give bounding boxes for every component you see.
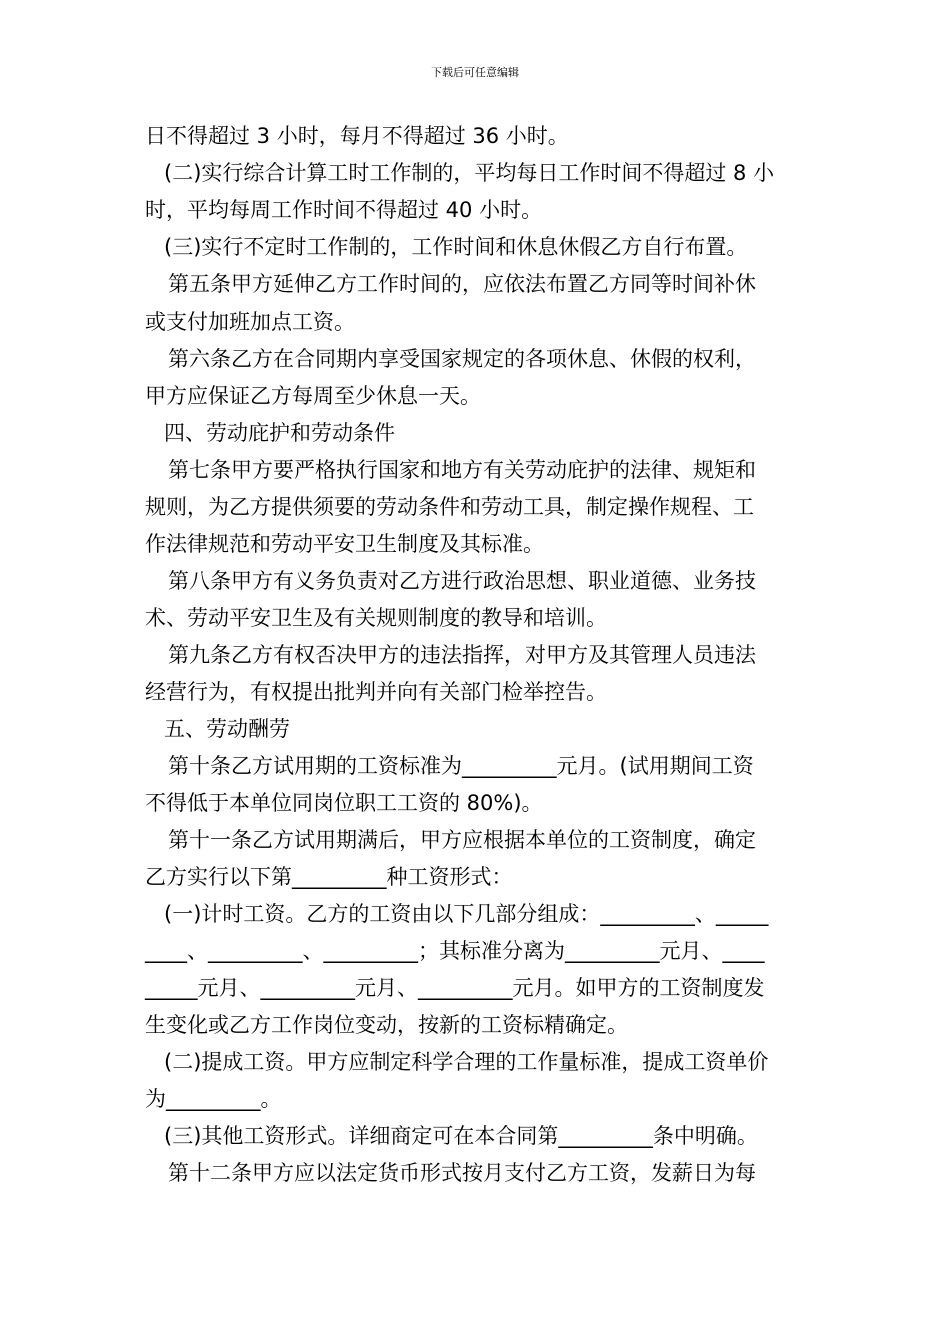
- text-line: _____元月、_________元月、_________元月。如甲方的工资制度发: [145, 976, 765, 1000]
- text-line: 经营行为，有权提出批判并向有关部门检举控告。: [145, 680, 607, 704]
- text-line: 第七条甲方要严格执行国家和地方有关劳动庇护的法律、规矩和: [168, 458, 756, 482]
- text-line: 第十二条甲方应以法定货币形式按月支付乙方工资，发薪日为每: [168, 1161, 756, 1185]
- text-line: 乙方实行以下第_________种工资形式：: [145, 865, 513, 889]
- text-line: 为_________。: [145, 1087, 282, 1111]
- text-line: 术、劳动平安卫生及有关规则制度的教导和培训。: [145, 606, 607, 630]
- text-line: (三)其他工资形式。详细商定可在本合同第_________条中明确。: [164, 1124, 758, 1148]
- text-line: 第八条甲方有义务负责对乙方进行政治思想、职业道德、业务技: [168, 569, 756, 593]
- text-line: 时，平均每周工作时间不得超过 40 小时。: [145, 198, 543, 222]
- text-line: (二)提成工资。甲方应制定科学合理的工作量标准，提成工资单价: [164, 1050, 769, 1074]
- text-line: 第五条甲方延伸乙方工作时间的，应依法布置乙方同等时间补休: [168, 272, 756, 296]
- text-line: 或支付加班加点工资。: [145, 310, 355, 334]
- text-line: 日不得超过 3 小时，每月不得超过 36 小时。: [145, 124, 569, 148]
- text-line: 甲方应保证乙方每周至少休息一天。: [145, 384, 481, 408]
- text-line: 第十一条乙方试用期满后，甲方应根据本单位的工资制度，确定: [168, 828, 756, 852]
- text-line: (一)计时工资。乙方的工资由以下几部分组成：_________、_____: [164, 902, 769, 926]
- text-line: 生变化或乙方工作岗位变动，按新的工资标精确定。: [145, 1013, 628, 1037]
- text-line: (三)实行不定时工作制的，工作时间和休息休假乙方自行布置。: [164, 235, 748, 259]
- text-line: 第六条乙方在合同期内享受国家规定的各项休息、休假的权利，: [168, 347, 756, 371]
- section-heading: 五、劳动酬劳: [164, 717, 290, 741]
- text-line: 第九条乙方有权否决甲方的违法指挥，对甲方及其管理人员违法: [168, 643, 756, 667]
- section-heading: 四、劳动庇护和劳动条件: [164, 421, 395, 445]
- text-line: ____、_________、_________；其标准分离为_________元月、____: [145, 939, 765, 963]
- page-header: 下载后可任意编辑: [431, 66, 519, 79]
- text-line: 第十条乙方试用期的工资标准为_________元月。(试用期间工资: [168, 754, 754, 778]
- text-line: 规则，为乙方提供须要的劳动条件和劳动工具，制定操作规程、工: [145, 495, 754, 519]
- text-line: 作法律规范和劳动平安卫生制度及其标准。: [145, 532, 544, 556]
- text-line: 不得低于本单位同岗位职工工资的 80%)。: [145, 791, 543, 815]
- text-line: (二)实行综合计算工时工作制的，平均每日工作时间不得超过 8 小: [164, 161, 775, 185]
